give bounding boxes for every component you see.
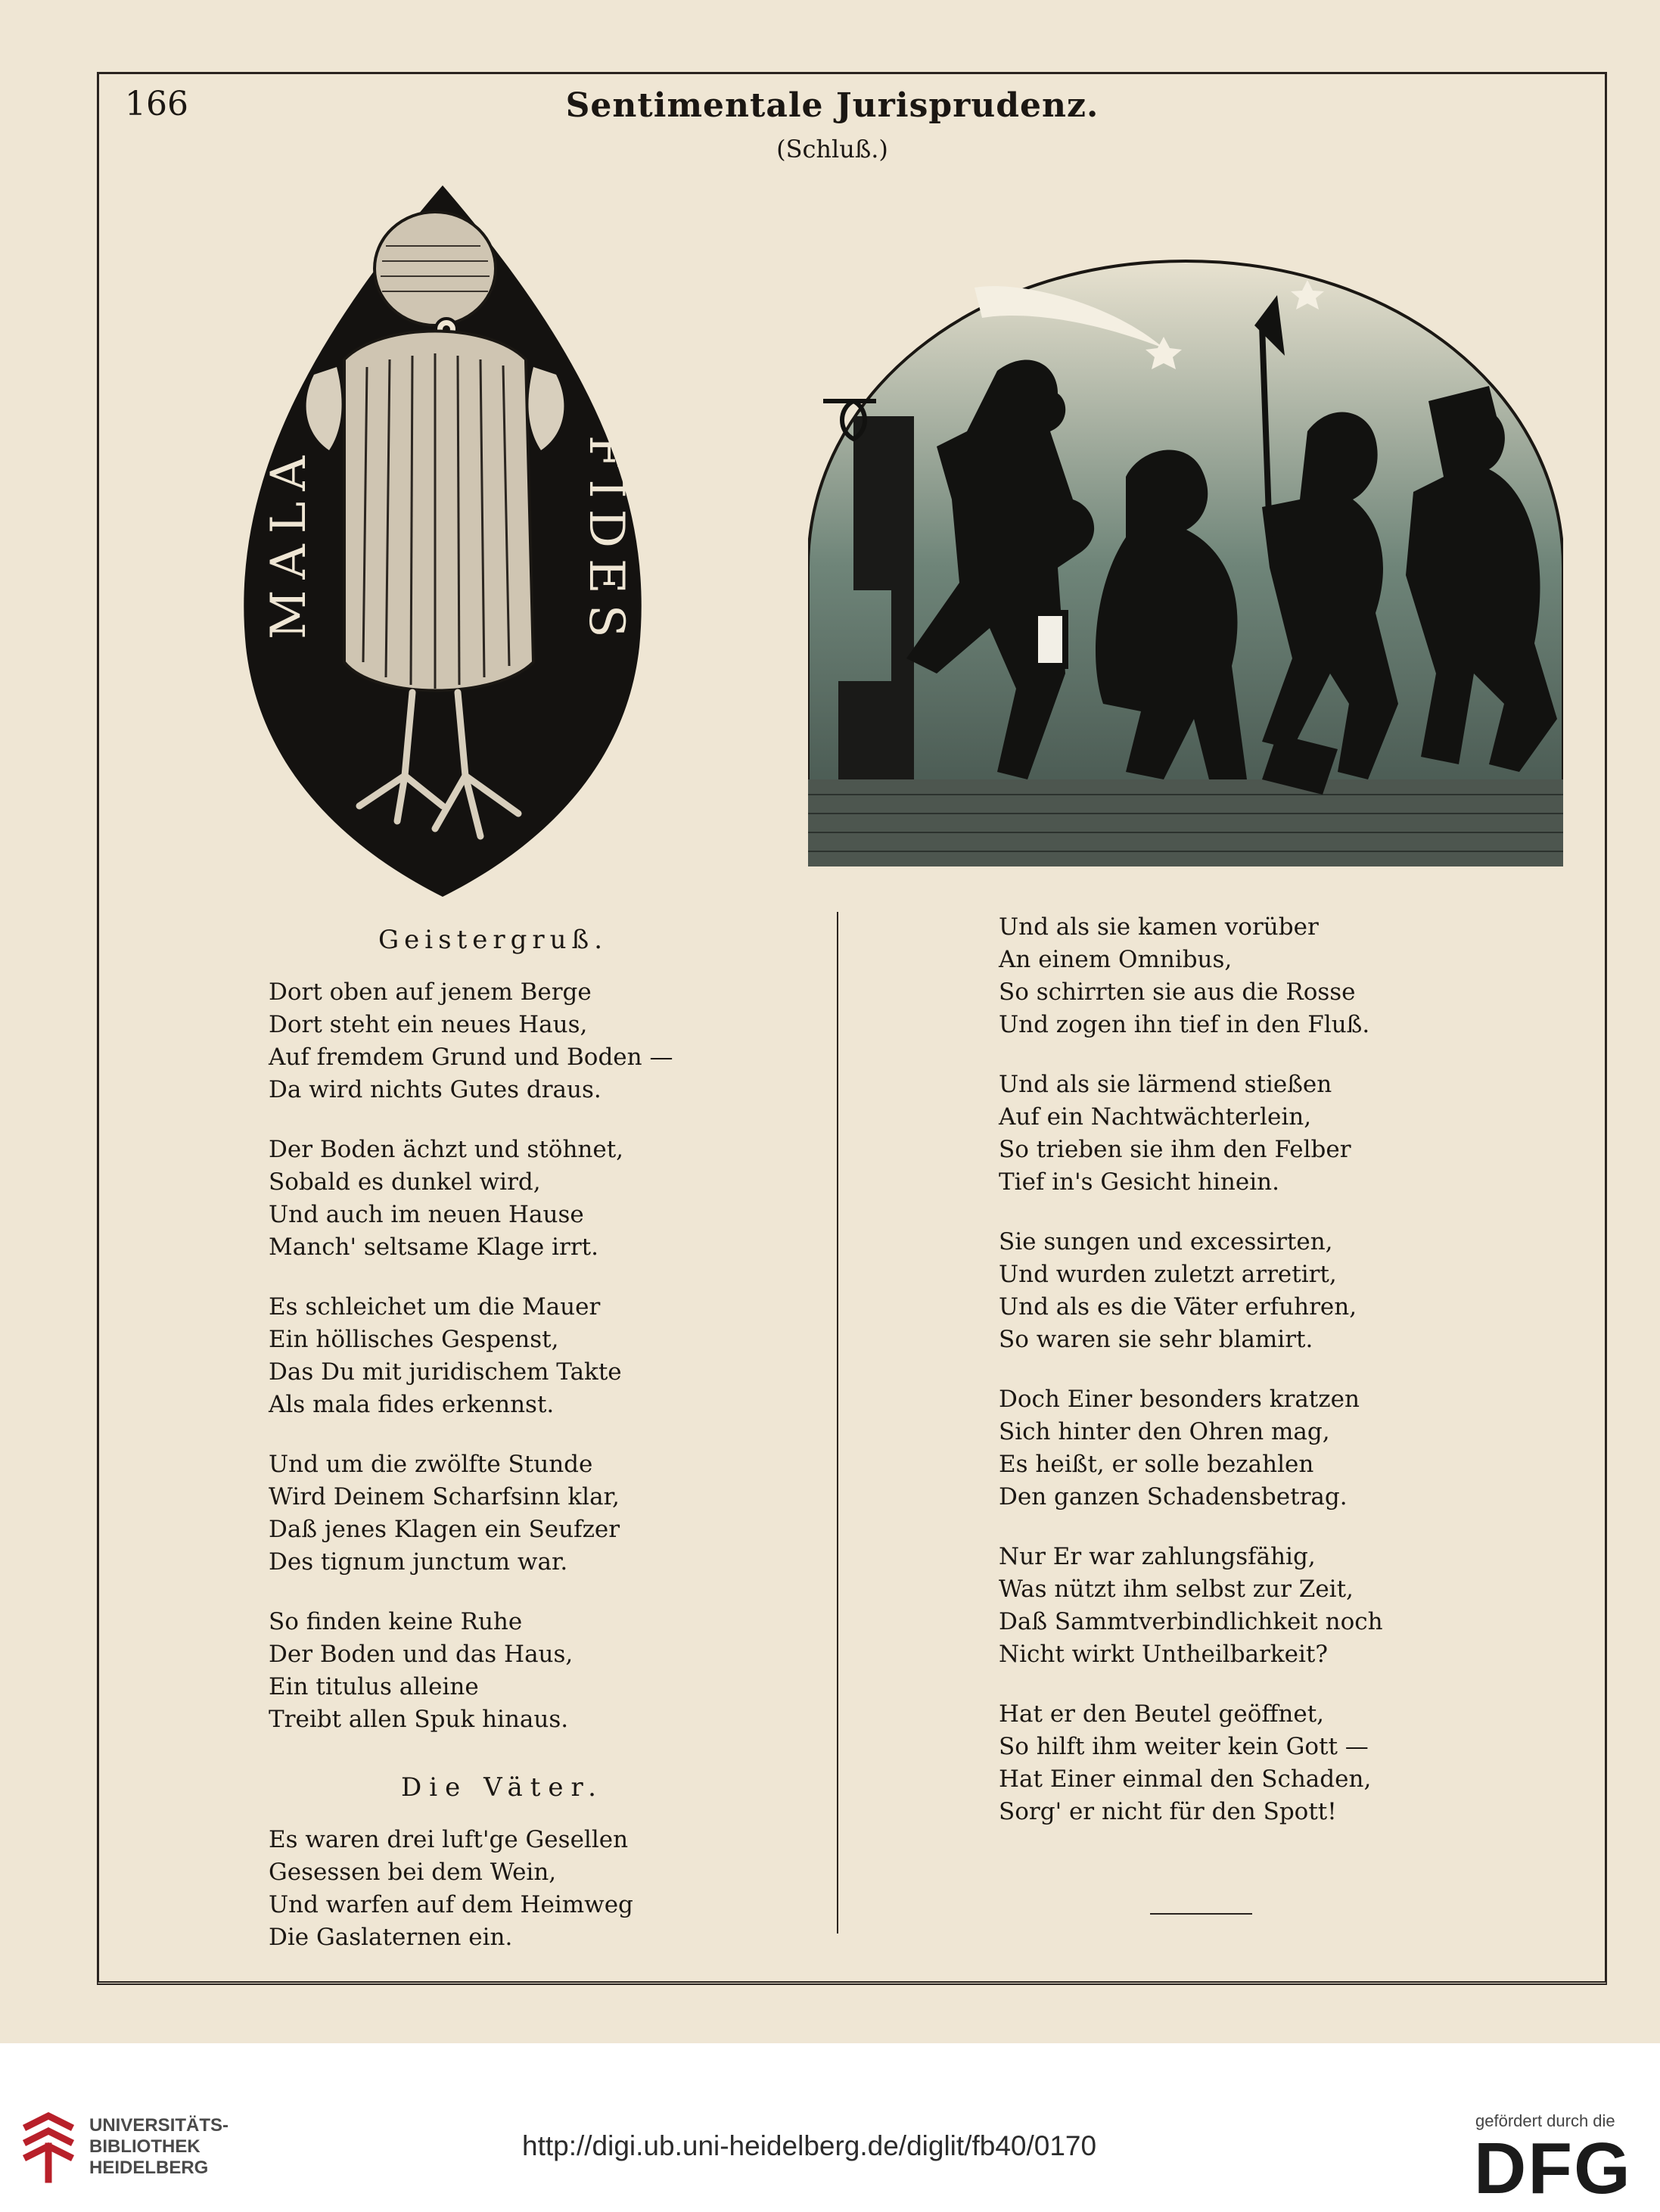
- verse-line: An einem Omnibus,: [999, 946, 1233, 973]
- verse-line: Ein höllisches Gespenst,: [269, 1326, 559, 1353]
- verse-line: Hat er den Beutel geöffnet,: [999, 1700, 1325, 1728]
- verse-line: Und als sie lärmend stießen: [999, 1071, 1332, 1098]
- footer-bar: [0, 2043, 1660, 2212]
- verse-line: Und wurden zuletzt arretirt,: [999, 1261, 1337, 1288]
- verse-line: Tief in's Gesicht hinein.: [999, 1168, 1279, 1196]
- verse-line: Das Du mit juridischem Takte: [269, 1358, 622, 1386]
- verse-line: Und zogen ihn tief in den Fluß.: [999, 1011, 1370, 1038]
- verse-line: Doch Einer besonders kratzen: [999, 1386, 1360, 1413]
- verse-line: Und auch im neuen Hause: [269, 1201, 584, 1228]
- verse-line: Gesessen bei dem Wein,: [269, 1859, 557, 1886]
- verse-line: Sobald es dunkel wird,: [269, 1168, 541, 1196]
- verse-line: So waren sie sehr blamirt.: [999, 1326, 1313, 1353]
- verse-line: Was nützt ihm selbst zur Zeit,: [999, 1576, 1354, 1603]
- verse-line: Dort oben auf jenem Berge: [269, 978, 592, 1006]
- right-column: [999, 911, 1543, 1856]
- oval-inscription-left: MALA: [261, 445, 317, 639]
- library-name-line: BIBLIOTHEK: [89, 2136, 201, 2157]
- running-subtitle: (Schluß.): [776, 135, 888, 163]
- library-logo-icon: [21, 2111, 76, 2183]
- stanza: [999, 911, 1543, 1041]
- verse-line: Der Boden ächzt und stöhnet,: [269, 1136, 624, 1163]
- verse-line: Und warfen auf dem Heimweg: [269, 1891, 633, 1918]
- verse-line: So trieben sie ihm den Felber: [999, 1136, 1351, 1163]
- verse-line: Den ganzen Schadensbetrag.: [999, 1483, 1348, 1510]
- stanza: [269, 1824, 813, 1954]
- verse-line: So hilft ihm weiter kein Gott —: [999, 1733, 1369, 1760]
- verse-line: So schirrten sie aus die Rosse: [999, 978, 1356, 1006]
- poem-title-geistergruss: Geistergruß.: [378, 925, 608, 955]
- verse-line: Nur Er war zahlungsfähig,: [999, 1543, 1316, 1570]
- verse-line: Dort steht ein neues Haus,: [269, 1011, 588, 1038]
- verse-line: Da wird nichts Gutes draus.: [269, 1076, 602, 1103]
- verse-line: Daß jenes Klagen ein Seufzer: [269, 1516, 620, 1543]
- page-number: 166: [125, 85, 188, 123]
- running-title: Sentimentale Jurisprudenz.: [565, 86, 1099, 125]
- verse-line: Ein titulus alleine: [269, 1673, 479, 1700]
- verse-line: Als mala fides erkennst.: [269, 1391, 555, 1418]
- verse-line: Der Boden und das Haus,: [269, 1641, 574, 1668]
- stanza: [269, 1134, 813, 1264]
- stanza: [269, 976, 813, 1106]
- verse-line: Hat Einer einmal den Schaden,: [999, 1766, 1372, 1793]
- stanza: [999, 1226, 1543, 1356]
- verse-line: Und als sie kamen vorüber: [999, 913, 1319, 941]
- stanza: [999, 1069, 1543, 1199]
- oval-inscription-right: FIDES: [578, 435, 634, 649]
- dfg-logo: DFG: [1474, 2128, 1632, 2209]
- verse-line: Des tignum junctum war.: [269, 1548, 568, 1576]
- verse-line: Es schleichet um die Mauer: [269, 1293, 601, 1321]
- stanza: [999, 1383, 1543, 1514]
- stanza: [269, 1291, 813, 1421]
- verse-line: Sorg' er nicht für den Spott!: [999, 1798, 1337, 1825]
- verse-line: Nicht wirkt Untheilbarkeit?: [999, 1641, 1328, 1668]
- stanza: [269, 1448, 813, 1579]
- verse-line: Es waren drei luft'ge Gesellen: [269, 1826, 629, 1853]
- verse-line: Sich hinter den Ohren mag,: [999, 1418, 1330, 1445]
- verse-line: Auf ein Nachtwächterlein,: [999, 1103, 1312, 1131]
- verse-line: So finden keine Ruhe: [269, 1608, 523, 1635]
- verse-line: Sie sungen und excessirten,: [999, 1228, 1333, 1255]
- left-column: [269, 925, 813, 1981]
- verse-line: Es heißt, er solle bezahlen: [999, 1451, 1314, 1478]
- stanza: [999, 1541, 1543, 1671]
- verse-line: Auf fremdem Grund und Boden —: [269, 1044, 673, 1071]
- verse-line: Wird Deinem Scharfsinn klar,: [269, 1483, 620, 1510]
- verse-line: Die Gaslaternen ein.: [269, 1924, 513, 1951]
- verse-line: Und als es die Väter erfuhren,: [999, 1293, 1357, 1321]
- verse-line: Und um die zwölfte Stunde: [269, 1451, 593, 1478]
- poem-title-die-vaeter: Die Väter.: [401, 1772, 604, 1803]
- column-divider: [837, 912, 838, 1934]
- verse-line: Treibt allen Spuk hinaus.: [269, 1706, 569, 1733]
- stanza: [999, 1698, 1543, 1828]
- mala-fides-illustration: [231, 178, 654, 904]
- verse-line: Daß Sammtverbindlichkeit noch: [999, 1608, 1383, 1635]
- revellers-night-illustration: [808, 250, 1563, 866]
- end-rule: [1150, 1913, 1252, 1915]
- stanza: [269, 1606, 813, 1736]
- verse-line: Manch' seltsame Klage irrt.: [269, 1234, 598, 1261]
- library-name-line: UNIVERSITÄTS-: [89, 2115, 229, 2136]
- permalink-url[interactable]: http://digi.ub.uni-heidelberg.de/diglit/fb40/0170: [522, 2130, 1097, 2161]
- sponsor-text: gefördert durch die: [1475, 2111, 1615, 2130]
- library-name: [89, 2115, 228, 2179]
- library-name-line: HEIDELBERG: [89, 2158, 209, 2178]
